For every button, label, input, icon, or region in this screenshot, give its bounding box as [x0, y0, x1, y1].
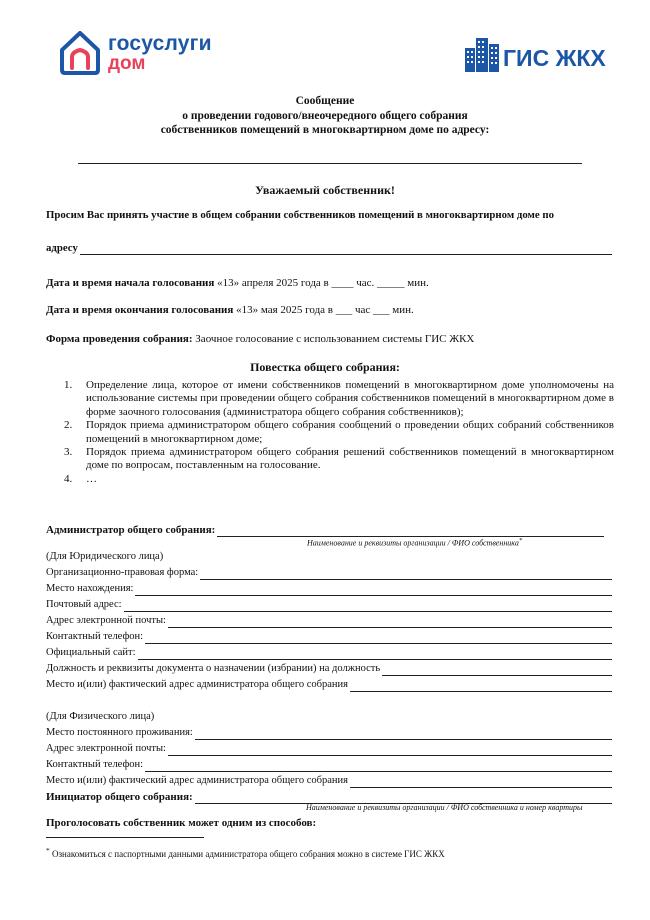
legal-field-label: Почтовый адрес:	[46, 599, 122, 610]
legal-field	[46, 662, 612, 676]
address-label: адресу	[46, 242, 78, 254]
footnote-mark: *	[46, 846, 50, 855]
agenda-item-text: Порядок приема администратором общего собрания решений собственников помещений в многоквартирном доме по вопросам, поставленным на голосование.	[86, 446, 614, 472]
house-icon	[58, 28, 102, 76]
address-blank-line	[78, 163, 582, 164]
physical-field-input[interactable]	[145, 760, 612, 772]
legal-field-label: Место и(или) фактический адрес администратора общего собрания	[46, 679, 348, 690]
title-line-2: о проведении годового/внеочередного общего собрания	[182, 109, 468, 122]
footnote-divider	[46, 837, 204, 838]
agenda-item-number: 1.	[64, 379, 73, 391]
legal-field-input[interactable]	[145, 632, 612, 644]
physical-field-label: Место постоянного проживания:	[46, 727, 193, 738]
physical-field-label: Адрес электронной почты:	[46, 743, 166, 754]
legal-field	[46, 582, 612, 596]
vote-start-value: «13» апреля 2025 года в ____ час. _____ мин.	[214, 277, 429, 289]
physical-field-input[interactable]	[195, 728, 612, 740]
legal-heading: (Для Юридического лица)	[46, 551, 164, 562]
physical-field	[46, 742, 612, 756]
gosuslugi-dom-logo	[58, 28, 228, 78]
legal-field-label: Официальный сайт:	[46, 647, 136, 658]
legal-field	[46, 678, 612, 692]
legal-field	[46, 598, 612, 612]
agenda-item	[48, 473, 614, 486]
meeting-form	[46, 332, 474, 346]
vote-end-value: «13» мая 2025 года в ___ час ___ мин.	[233, 304, 414, 316]
admin-field	[46, 523, 612, 537]
admin-label: Администратор общего собрания:	[46, 524, 216, 536]
logo-text-dom: дом	[108, 53, 146, 74]
agenda-item-text: Порядок приема администратором общего собрания сообщений о проведении общих собраний собственников помещений в многоквартирном доме;	[86, 419, 614, 445]
initiator-caption: Наименование и реквизиты организации / ФИО собственника и номер квартиры	[306, 803, 583, 812]
legal-field-label: Должность и реквизиты документа о назначении (избрании) на должность	[46, 663, 381, 674]
legal-field-input[interactable]	[124, 600, 612, 612]
physical-field-input[interactable]	[168, 744, 612, 756]
physical-field	[46, 726, 612, 740]
legal-field-input[interactable]	[382, 664, 612, 676]
legal-field-label: Место нахождения:	[46, 583, 134, 594]
legal-field-input[interactable]	[200, 568, 612, 580]
meeting-form-value: Заочное голосование с использованием системы ГИС ЖКХ	[192, 333, 475, 345]
vote-start	[46, 276, 429, 290]
vote-start-label: Дата и время начала голосования	[46, 277, 215, 289]
title-line-3: собственников помещений в многоквартирном доме по адресу:	[160, 124, 490, 136]
admin-caption	[307, 537, 522, 548]
legal-field-label: Организационно-правовая форма:	[46, 567, 199, 578]
agenda-item-text: …	[86, 472, 97, 485]
vote-ways-heading: Проголосовать собственник может одним из способов:	[46, 817, 317, 829]
footnote-text: Ознакомиться с паспортными данными администратора общего собрания можно в системе ГИС ЖКХ	[52, 849, 445, 859]
legal-field-input[interactable]	[350, 680, 612, 692]
agenda-title: Повестка общего собрания:	[250, 360, 400, 374]
building-icon	[463, 36, 501, 74]
agenda-list	[48, 379, 614, 486]
legal-field-input[interactable]	[135, 584, 612, 596]
admin-underline	[217, 525, 604, 537]
legal-field	[46, 566, 612, 580]
logo-text-gis-zhkh: ГИС ЖКХ	[503, 45, 606, 71]
address-underline	[80, 243, 612, 255]
meeting-form-label: Форма проведения собрания:	[46, 333, 193, 345]
admin-caption-text: Наименование и реквизиты организации / ФИО собственника	[307, 538, 519, 548]
admin-caption-mark: *	[518, 537, 523, 544]
physical-heading: (Для Физического лица)	[46, 711, 155, 722]
legal-field	[46, 614, 612, 628]
agenda-item	[48, 446, 614, 473]
physical-field-label: Место и(или) фактический адрес администратора общего собрания	[46, 775, 348, 786]
agenda-item-number: 4.	[64, 472, 73, 485]
physical-field	[46, 774, 612, 788]
initiator-label: Инициатор общего собрания:	[46, 791, 193, 803]
footnote	[46, 846, 445, 859]
legal-field-label: Контактный телефон:	[46, 631, 144, 642]
title-line-1: Сообщение	[295, 95, 355, 107]
invite-address-field	[46, 241, 612, 255]
agenda-item	[48, 379, 614, 419]
legal-field-input[interactable]	[138, 648, 612, 660]
logo-text-gosuslugi: госуслуги	[108, 32, 212, 55]
greeting: Уважаемый собственник!	[255, 183, 395, 197]
agenda-item-text: Определение лица, которое от имени собственников помещений в многоквартирном доме уполномочены на использование системы при проведении общего собрания собственников помещений в многоквартирном доме в форме заочного голосования (администратора общего собрания собственников);	[86, 379, 614, 418]
physical-field-label: Контактный телефон:	[46, 759, 144, 770]
agenda-item	[48, 419, 614, 446]
legal-field	[46, 630, 612, 644]
legal-field-label: Адрес электронной почты:	[46, 615, 166, 626]
legal-field-input[interactable]	[168, 616, 612, 628]
physical-field	[46, 758, 612, 772]
initiator-field	[46, 790, 612, 804]
vote-end-label: Дата и время окончания голосования	[46, 304, 234, 316]
vote-end	[46, 303, 414, 317]
physical-field-input[interactable]	[350, 776, 612, 788]
legal-field	[46, 646, 612, 660]
document-title	[0, 94, 650, 138]
agenda-item-number: 2.	[64, 419, 73, 432]
invite-text: Просим Вас принять участие в общем собрании собственников помещений в многоквартирном доме по	[46, 209, 555, 221]
agenda-item-number: 3.	[64, 446, 73, 459]
gis-zhkh-logo	[463, 36, 613, 74]
